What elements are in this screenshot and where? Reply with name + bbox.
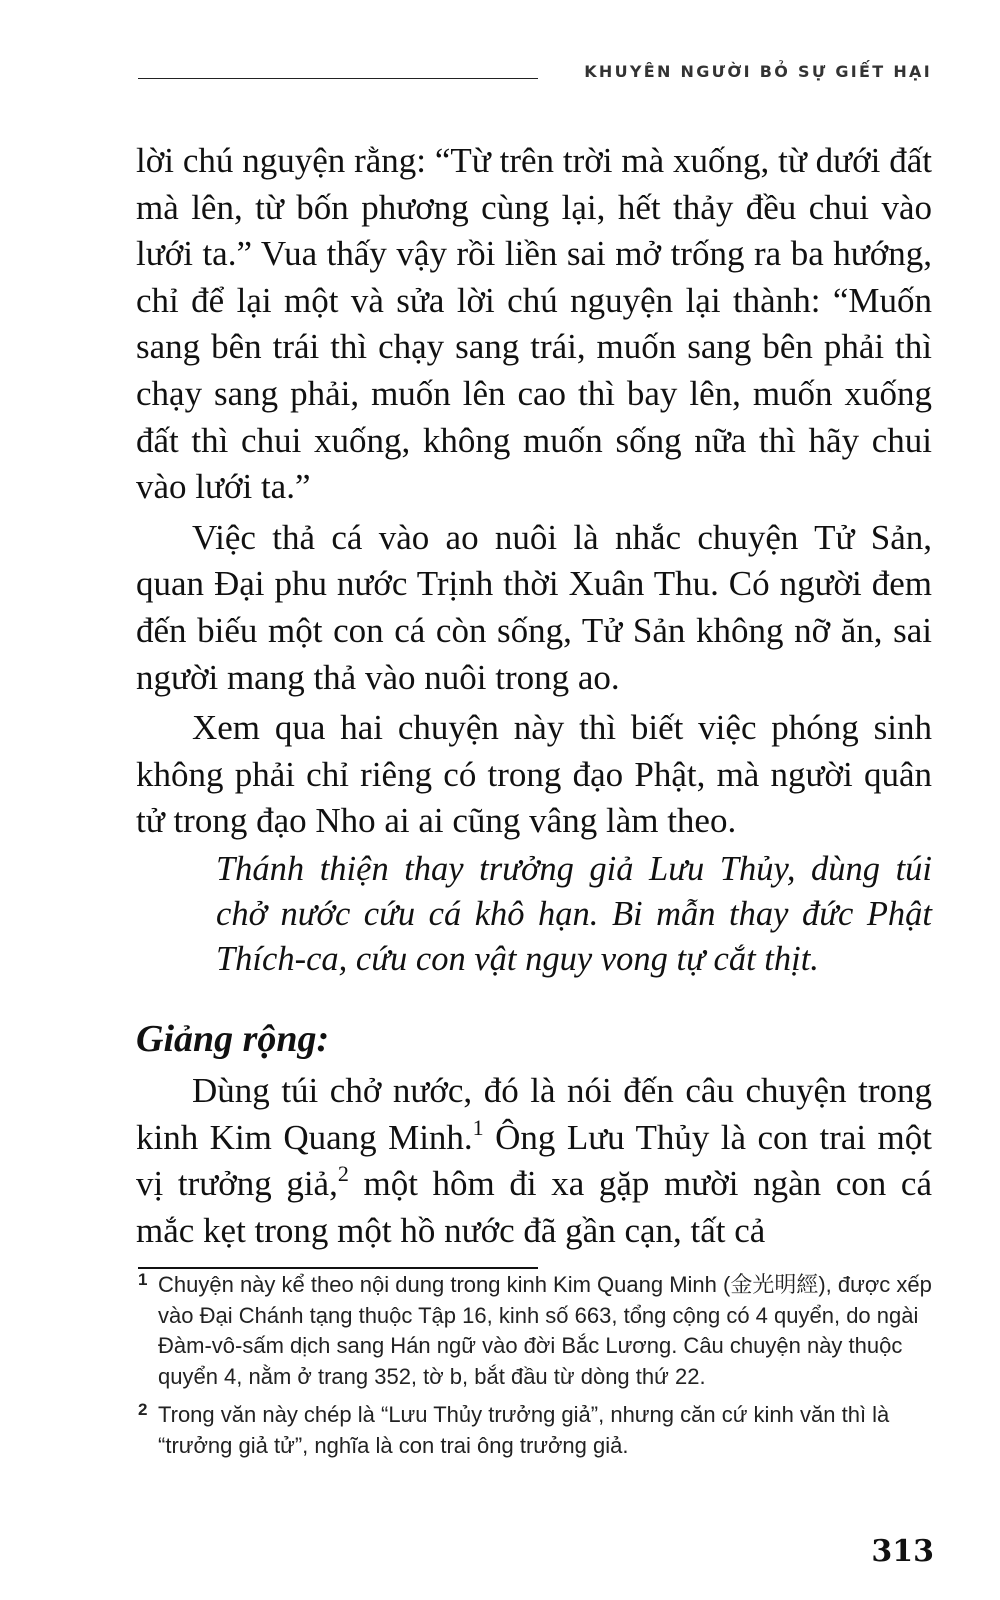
page-number: 313	[871, 1534, 934, 1569]
verse-quote: Thánh thiện thay trưởng giả Lưu Thủy, dùng túi chở nước cứu cá khô hạn. Bi mẫn thay đức Phật Thích-ca, cứu con vật nguy vong tự cắt thịt.	[216, 849, 932, 978]
section-heading: Giảng rộng:	[136, 1017, 330, 1060]
running-header	[138, 58, 932, 88]
footnote-1	[138, 1270, 934, 1392]
main-text	[136, 138, 932, 1254]
footnote-mark: 1	[138, 1270, 148, 1289]
footnote-2	[138, 1400, 934, 1461]
footnote-rule	[138, 1267, 538, 1269]
paragraph-text: Dùng túi chở nước, đó là nói đến câu chuyện trong kinh Kim Quang Minh.	[136, 1070, 932, 1157]
paragraph-text: một hôm đi xa gặp mười ngàn con cá mắc kẹt trong một hồ nước đã gần cạn, tất cả	[136, 1164, 932, 1250]
header-rule	[138, 78, 538, 79]
paragraph-text: Ông Lưu Thủy là con trai một vị trưởng giả,	[136, 1117, 932, 1204]
footnotes	[138, 1270, 934, 1461]
paragraph-continued: lời chú nguyện rằng: “Từ trên trời mà xuống, từ dưới đất mà lên, từ bốn phương cùng lại, hết thảy đều chui vào lưới ta.” Vua thấy vậy rồi liền sai mở trống ra ba hướng, chỉ để lại một và sửa lời chú nguyện lại thành: “Muốn sang bên trái thì chạy sang trái, muốn sang bên phải thì chạy sang phải, muốn lên cao thì bay lên, muốn xuống đất thì chui xuống, không muốn sống nữa thì hãy chui vào lưới ta.”	[136, 141, 932, 507]
paragraph-explanation	[136, 1068, 932, 1254]
footnote-ref-2[interactable]: 2	[337, 1161, 349, 1187]
footnote-text: Trong văn này chép là “Lưu Thủy trưởng giả”, nhưng căn cứ kinh văn thì là “trưởng giả tử”, nghĩa là con trai ông trưởng giả.	[158, 1402, 890, 1458]
running-title: KHUYÊN NGƯỜI BỎ SỰ GIẾT HẠI	[584, 62, 932, 81]
footnote-text: Chuyện này kể theo nội dung trong kinh Kim Quang Minh (金光明經), được xếp vào Đại Chánh tạng thuộc Tập 16, kinh số 663, tổng cộng có 4 quyển, do ngài Đàm-vô-sấm dịch sang Hán ngữ vào đời Bắc Lương. Câu chuyện này thuộc quyển 4, nằm ở trang 352, tờ b, bắt đầu từ dòng thứ 22.	[158, 1272, 932, 1389]
footnote-mark: 2	[138, 1400, 148, 1419]
paragraph-tu-san: Việc thả cá vào ao nuôi là nhắc chuyện Tử Sản, quan Đại phu nước Trịnh thời Xuân Thu. Có người đem đến biếu một con cá còn sống, Tử Sản không nỡ ăn, sai người mang thả vào nuôi trong ao.	[136, 517, 932, 697]
footnote-ref-1[interactable]: 1	[472, 1114, 484, 1140]
paragraph-phong-sinh: Xem qua hai chuyện này thì biết việc phóng sinh không phải chỉ riêng có trong đạo Phật, mà người quân tử trong đạo Nho ai ai cũng vâng làm theo.	[136, 708, 932, 841]
